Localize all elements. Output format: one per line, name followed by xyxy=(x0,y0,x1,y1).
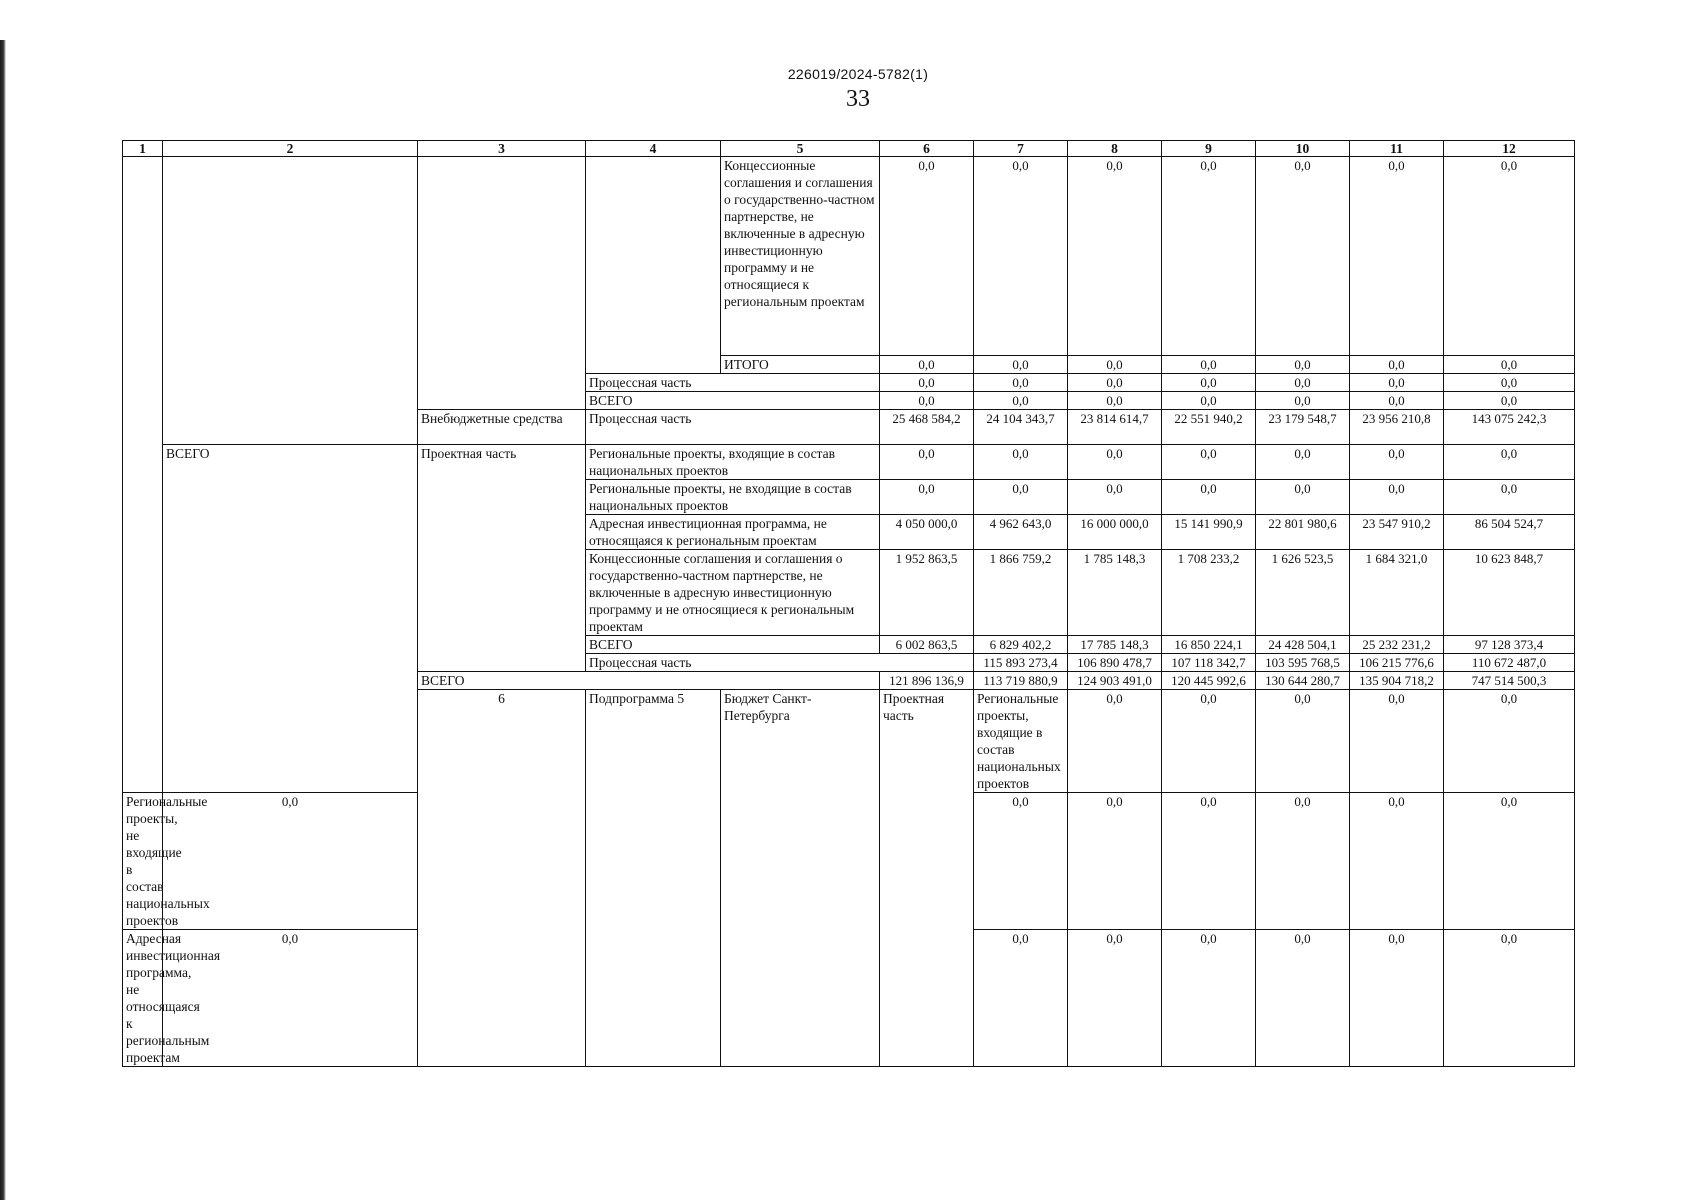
category-cell: Адресная инвестиционная программа, не относящаяся к региональным проектам xyxy=(123,930,163,1067)
value-cell: 0,0 xyxy=(163,930,418,1067)
value-cell: 120 445 992,6 xyxy=(1162,672,1256,690)
value-cell: 121 896 136,9 xyxy=(880,672,974,690)
value-cell: 4 050 000,0 xyxy=(880,515,974,550)
value-cell: 23 956 210,8 xyxy=(1350,410,1444,445)
value-cell: 0,0 xyxy=(880,356,974,374)
value-cell: 103 595 768,5 xyxy=(1256,654,1350,672)
value-cell: 0,0 xyxy=(1256,356,1350,374)
value-cell: 0,0 xyxy=(1068,392,1162,410)
value-cell: 0,0 xyxy=(1162,157,1256,356)
value-cell: 0,0 xyxy=(1162,930,1256,1067)
value-cell: 0,0 xyxy=(1068,930,1162,1067)
value-cell: 23 179 548,7 xyxy=(1256,410,1350,445)
column-header: 12 xyxy=(1444,141,1575,157)
value-cell: 0,0 xyxy=(880,445,974,480)
column-header: 7 xyxy=(974,141,1068,157)
value-cell: 1 626 523,5 xyxy=(1256,550,1350,636)
value-cell: 106 215 776,6 xyxy=(1350,654,1444,672)
value-cell: 15 141 990,9 xyxy=(1162,515,1256,550)
value-cell: 0,0 xyxy=(1444,374,1575,392)
value-cell: 115 893 273,4 xyxy=(974,654,1068,672)
value-cell: 0,0 xyxy=(880,392,974,410)
value-cell: 0,0 xyxy=(1444,356,1575,374)
category-cell: Адресная инвестиционная программа, не относящаяся к региональным проектам xyxy=(586,515,880,550)
column-header: 8 xyxy=(1068,141,1162,157)
scan-edge-shadow xyxy=(0,40,6,1200)
value-cell: 1 785 148,3 xyxy=(1068,550,1162,636)
category-cell: Региональные проекты, входящие в состав национальных проектов xyxy=(586,445,880,480)
value-cell: 0,0 xyxy=(1256,690,1350,793)
column-number-row xyxy=(123,141,1575,157)
value-cell: 0,0 xyxy=(1350,356,1444,374)
value-cell: 0,0 xyxy=(1162,480,1256,515)
part-label: Проектная часть xyxy=(880,690,974,1067)
value-cell: 97 128 373,4 xyxy=(1444,636,1575,654)
value-cell: 0,0 xyxy=(1350,392,1444,410)
value-cell: 0,0 xyxy=(1350,690,1444,793)
value-cell: 0,0 xyxy=(1444,445,1575,480)
value-cell: 1 866 759,2 xyxy=(974,550,1068,636)
category-cell: Региональные проекты, не входящие в состав национальных проектов xyxy=(123,793,163,930)
value-cell: 22 551 940,2 xyxy=(1162,410,1256,445)
value-cell: 0,0 xyxy=(1162,793,1256,930)
value-cell: 0,0 xyxy=(1256,392,1350,410)
value-cell: 24 104 343,7 xyxy=(974,410,1068,445)
value-cell: 0,0 xyxy=(1068,356,1162,374)
value-cell: 130 644 280,7 xyxy=(1256,672,1350,690)
value-cell: 0,0 xyxy=(1162,445,1256,480)
value-cell: 0,0 xyxy=(1068,445,1162,480)
value-cell: 0,0 xyxy=(1256,157,1350,356)
value-cell: 0,0 xyxy=(163,793,418,930)
value-cell: 0,0 xyxy=(1256,445,1350,480)
subprogram-name: Подпрограмма 5 xyxy=(586,690,721,1067)
value-cell: 25 232 231,2 xyxy=(1350,636,1444,654)
part-cell xyxy=(586,157,721,374)
value-cell: 22 801 980,6 xyxy=(1256,515,1350,550)
part-label: Процессная часть xyxy=(586,374,880,392)
source-cell xyxy=(418,157,586,410)
category-cell: Концессионные соглашения и соглашения о государственно-частном партнерстве, не включенные в адресную инвестиционную программу и не относящиеся к региональным проектам xyxy=(721,157,880,356)
value-cell: 0,0 xyxy=(1162,374,1256,392)
value-cell: 107 118 342,7 xyxy=(1162,654,1256,672)
column-header: 5 xyxy=(721,141,880,157)
total-label: ВСЕГО xyxy=(586,392,880,410)
column-header: 11 xyxy=(1350,141,1444,157)
value-cell: 10 623 848,7 xyxy=(1444,550,1575,636)
value-cell: 113 719 880,9 xyxy=(974,672,1068,690)
value-cell: 0,0 xyxy=(880,374,974,392)
page-number: 33 xyxy=(846,86,870,112)
value-cell: 0,0 xyxy=(1068,480,1162,515)
value-cell: 16 000 000,0 xyxy=(1068,515,1162,550)
value-cell: 0,0 xyxy=(974,392,1068,410)
value-cell: 0,0 xyxy=(1256,793,1350,930)
value-cell: 0,0 xyxy=(1256,930,1350,1067)
value-cell: 0,0 xyxy=(1068,374,1162,392)
table-row xyxy=(123,157,1575,356)
column-header: 10 xyxy=(1256,141,1350,157)
source-label: Проектная часть xyxy=(418,445,586,672)
value-cell: 1 684 321,0 xyxy=(1350,550,1444,636)
value-cell: 86 504 524,7 xyxy=(1444,515,1575,550)
column-header: 1 xyxy=(123,141,163,157)
value-cell: 747 514 500,3 xyxy=(1444,672,1575,690)
category-cell: ИТОГО xyxy=(721,356,880,374)
value-cell: 1 952 863,5 xyxy=(880,550,974,636)
name-cell xyxy=(163,157,418,445)
source-label: Внебюджетные средства xyxy=(418,410,586,445)
value-cell: 0,0 xyxy=(1350,445,1444,480)
value-cell: 0,0 xyxy=(1350,793,1444,930)
value-cell: 25 468 584,2 xyxy=(880,410,974,445)
part-label: Процессная часть xyxy=(586,654,974,672)
column-header: 9 xyxy=(1162,141,1256,157)
category-cell: Региональные проекты, входящие в состав национальных проектов xyxy=(974,690,1068,793)
value-cell: 0,0 xyxy=(1068,793,1162,930)
value-cell: 143 075 242,3 xyxy=(1444,410,1575,445)
value-cell: 0,0 xyxy=(1350,930,1444,1067)
budget-table xyxy=(122,140,1575,1067)
value-cell: 0,0 xyxy=(974,480,1068,515)
document-id: 226019/2024-5782(1) xyxy=(787,66,929,82)
category-cell: Региональные проекты, не входящие в состав национальных проектов xyxy=(586,480,880,515)
value-cell: 0,0 xyxy=(1256,480,1350,515)
value-cell: 0,0 xyxy=(974,930,1068,1067)
row-index-cell xyxy=(123,157,163,793)
value-cell: 17 785 148,3 xyxy=(1068,636,1162,654)
total-label: ВСЕГО xyxy=(586,636,880,654)
value-cell: 0,0 xyxy=(1256,374,1350,392)
page-header xyxy=(0,66,1696,113)
table-row xyxy=(123,445,1575,480)
value-cell: 0,0 xyxy=(1444,157,1575,356)
column-header: 6 xyxy=(880,141,974,157)
value-cell: 0,0 xyxy=(1350,480,1444,515)
value-cell: 0,0 xyxy=(974,356,1068,374)
value-cell: 0,0 xyxy=(1162,690,1256,793)
value-cell: 0,0 xyxy=(1350,374,1444,392)
part-label: Процессная часть xyxy=(586,410,880,445)
value-cell: 106 890 478,7 xyxy=(1068,654,1162,672)
value-cell: 0,0 xyxy=(974,157,1068,356)
value-cell: 110 672 487,0 xyxy=(1444,654,1575,672)
value-cell: 0,0 xyxy=(974,374,1068,392)
value-cell: 0,0 xyxy=(1444,480,1575,515)
category-cell: Концессионные соглашения и соглашения о государственно-частном партнерстве, не включенные в адресную инвестиционную программу и не относящиеся к региональным проектам xyxy=(586,550,880,636)
value-cell: 0,0 xyxy=(880,157,974,356)
value-cell: 0,0 xyxy=(974,793,1068,930)
column-header: 4 xyxy=(586,141,721,157)
value-cell: 0,0 xyxy=(1162,392,1256,410)
value-cell: 124 903 491,0 xyxy=(1068,672,1162,690)
value-cell: 0,0 xyxy=(1350,157,1444,356)
value-cell: 0,0 xyxy=(880,480,974,515)
value-cell: 23 814 614,7 xyxy=(1068,410,1162,445)
value-cell: 0,0 xyxy=(1068,690,1162,793)
row-index: 6 xyxy=(418,690,586,1067)
column-header: 2 xyxy=(163,141,418,157)
value-cell: 0,0 xyxy=(1444,793,1575,930)
value-cell: 0,0 xyxy=(1444,930,1575,1067)
source-label: Бюджет Санкт-Петербурга xyxy=(721,690,880,1067)
value-cell: 6 829 402,2 xyxy=(974,636,1068,654)
value-cell: 135 904 718,2 xyxy=(1350,672,1444,690)
value-cell: 23 547 910,2 xyxy=(1350,515,1444,550)
name-cell: ВСЕГО xyxy=(163,445,418,793)
value-cell: 4 962 643,0 xyxy=(974,515,1068,550)
column-header: 3 xyxy=(418,141,586,157)
value-cell: 6 002 863,5 xyxy=(880,636,974,654)
value-cell: 0,0 xyxy=(1444,392,1575,410)
value-cell: 0,0 xyxy=(974,445,1068,480)
total-label: ВСЕГО xyxy=(418,672,880,690)
value-cell: 0,0 xyxy=(1068,157,1162,356)
value-cell: 0,0 xyxy=(1162,356,1256,374)
value-cell: 24 428 504,1 xyxy=(1256,636,1350,654)
value-cell: 16 850 224,1 xyxy=(1162,636,1256,654)
value-cell: 1 708 233,2 xyxy=(1162,550,1256,636)
value-cell: 0,0 xyxy=(1444,690,1575,793)
